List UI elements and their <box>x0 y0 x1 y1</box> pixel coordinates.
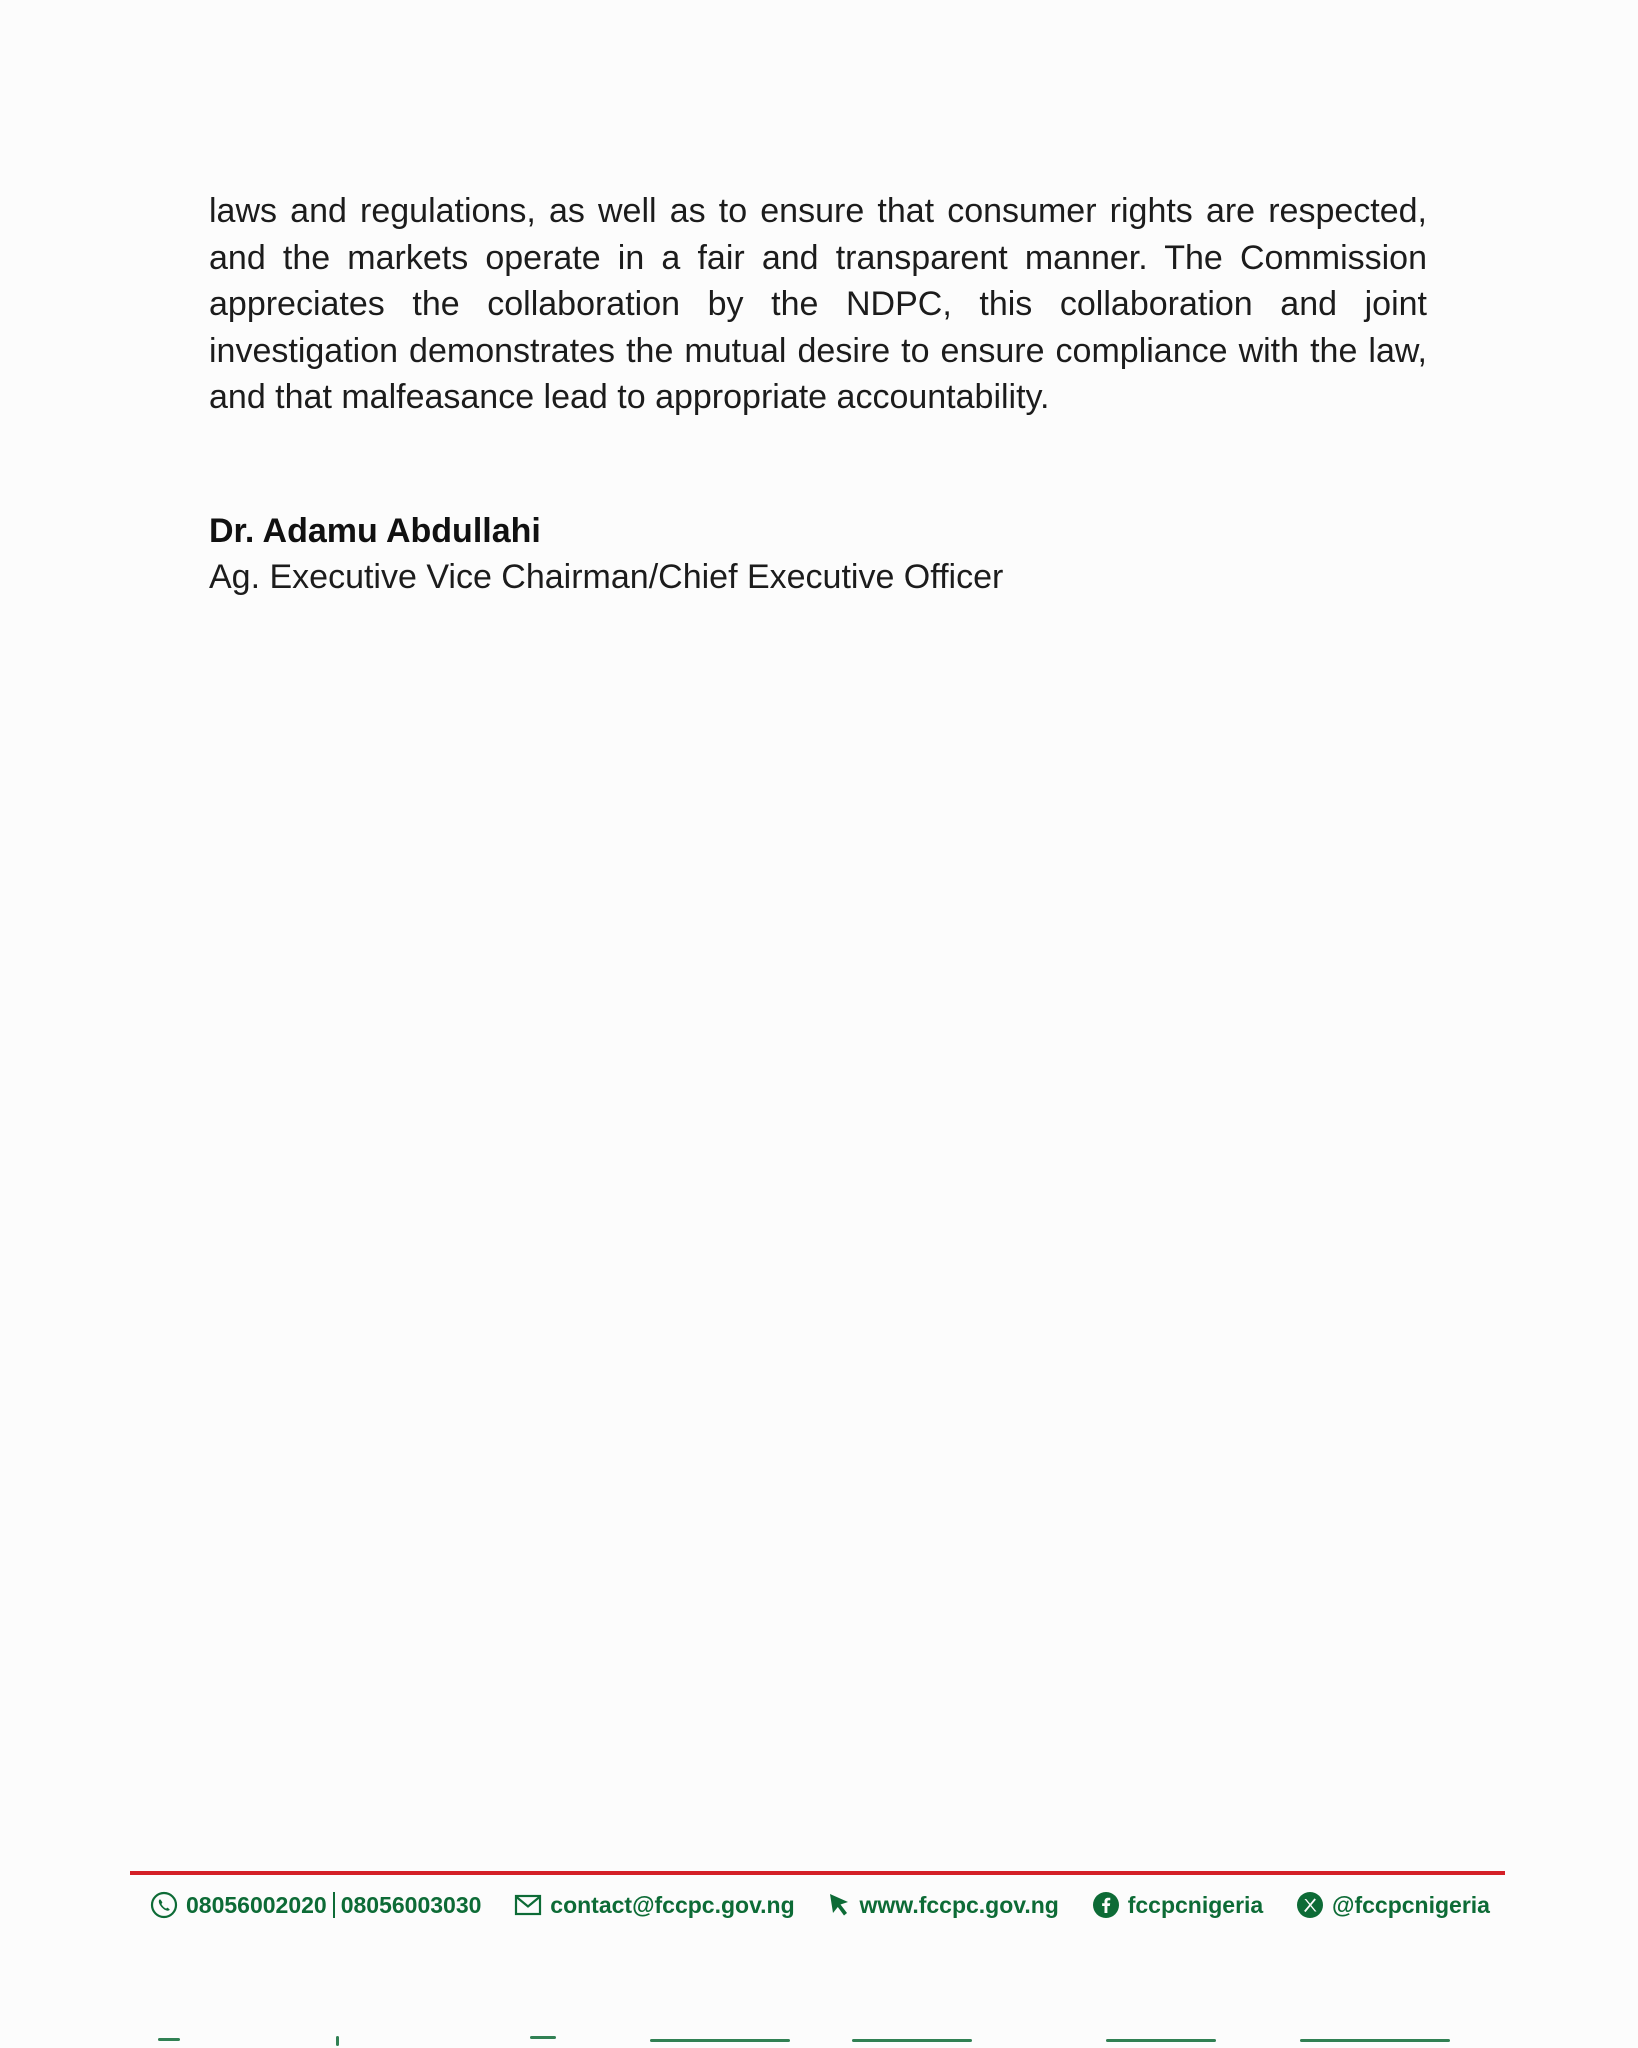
footer-phone <box>150 1891 481 1919</box>
ghost-mark-4 <box>650 2039 790 2042</box>
x-icon <box>1296 1891 1324 1919</box>
contact-footer <box>150 1888 1490 1922</box>
footer-facebook[interactable] <box>1092 1891 1264 1919</box>
ghost-mark-2 <box>336 2036 339 2046</box>
mail-icon <box>514 1894 542 1916</box>
phone-number-1[interactable]: 08056002020 <box>186 1891 327 1918</box>
facebook-icon <box>1092 1891 1120 1919</box>
phone-separator <box>333 1892 335 1918</box>
cursor-icon <box>828 1892 852 1918</box>
body-paragraph: laws and regulations, as well as to ensure that consumer rights are respected, and the markets operate in a fair and transparent manner. The Commission appreciates the collaboration by the NDPC, this collaboration and joint investigation demonstrates the mutual desire to ensure compliance with the law, and that malfeasance lead to appropriate accountability. <box>209 192 1427 416</box>
signatory-title: Ag. Executive Vice Chairman/Chief Executive Officer <box>209 558 1004 596</box>
phone-icon <box>150 1891 178 1919</box>
cropped-footer-repeat <box>150 2036 1490 2048</box>
footer-email[interactable] <box>514 1892 794 1919</box>
ghost-mark-1 <box>158 2038 180 2041</box>
footer-website[interactable] <box>828 1892 1059 1919</box>
x-handle[interactable]: @fccpcnigeria <box>1332 1891 1490 1918</box>
ghost-mark-7 <box>1300 2039 1450 2042</box>
footer-x[interactable] <box>1296 1891 1490 1919</box>
email-link[interactable]: contact@fccpc.gov.ng <box>550 1891 795 1918</box>
footer-divider <box>130 1871 1505 1875</box>
signatory-name: Dr. Adamu Abdullahi <box>209 512 541 550</box>
phone-number-2[interactable]: 08056003030 <box>340 1891 482 1918</box>
ghost-mark-6 <box>1106 2039 1216 2042</box>
ghost-mark-3 <box>530 2036 556 2039</box>
website-link[interactable]: www.fccpc.gov.ng <box>859 1891 1059 1918</box>
ghost-mark-5 <box>852 2039 972 2042</box>
facebook-handle[interactable]: fccpcnigeria <box>1127 1891 1264 1918</box>
